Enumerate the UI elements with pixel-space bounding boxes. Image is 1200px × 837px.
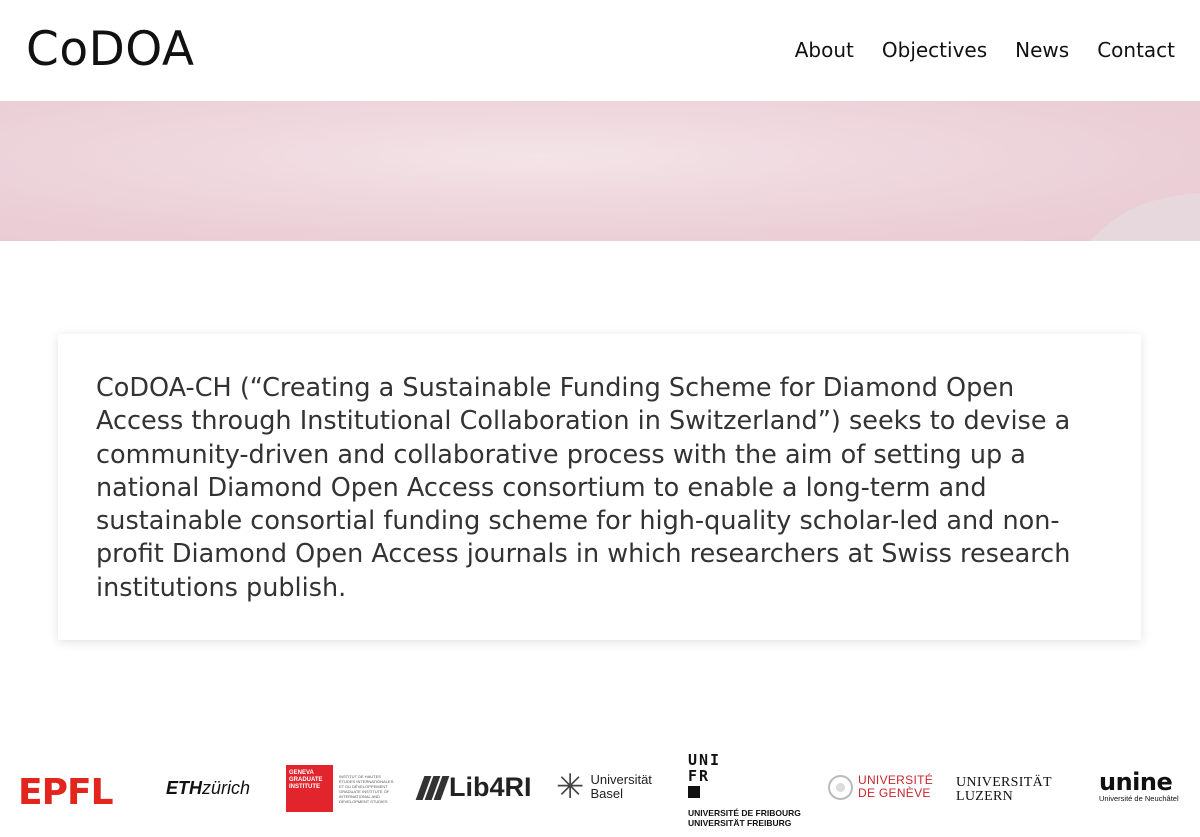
hero-banner — [0, 101, 1200, 241]
epfl-logo[interactable]: EPFL — [18, 772, 113, 813]
nav-contact[interactable]: Contact — [1097, 38, 1175, 62]
nav-about[interactable]: About — [794, 38, 854, 62]
uni-fribourg-logo[interactable] — [688, 752, 801, 828]
nav-news[interactable]: News — [1015, 38, 1070, 62]
basel-text-1: Universität — [590, 772, 652, 787]
uni-geneve-logo[interactable] — [828, 774, 933, 800]
eth-logo-text: zürich — [202, 778, 251, 798]
eth-logo-mark: ETH — [166, 778, 202, 798]
luzern-text-1: UNIVERSITÄT — [956, 775, 1052, 790]
site-logo[interactable]: CoDOA — [26, 22, 195, 77]
unifr-mark-1: UNI — [688, 751, 722, 769]
intro-card — [58, 334, 1141, 640]
uni-neuchatel-logo[interactable] — [1099, 770, 1179, 803]
lib4ri-text: Lib4RI — [449, 772, 532, 802]
eth-zurich-logo[interactable] — [166, 778, 250, 799]
geneve-seal-icon — [828, 775, 853, 800]
geneva-graduate-institute-logo[interactable] — [286, 765, 395, 812]
main-nav — [795, 38, 1175, 62]
unine-text: unine — [1099, 768, 1173, 796]
uni-basel-logo[interactable] — [556, 770, 652, 804]
unifr-square-icon — [688, 786, 700, 798]
lib4ri-logo[interactable] — [420, 772, 532, 803]
geneve-text-2: DE GENÈVE — [858, 786, 931, 800]
basel-text-2: Basel — [590, 786, 624, 801]
nav-objectives[interactable]: Objectives — [881, 38, 988, 62]
hero-wave-decoration — [1090, 191, 1200, 241]
luzern-text-2: LUZERN — [956, 789, 1014, 804]
intro-text: CoDOA-CH (“Creating a Sustainable Funding Scheme for Diamond Open Access through Institutional Collaboration in Switzerland”) seeks to devise a community-driven and collaborative process with the aim of setting up a national Diamond Open Access consortium to enable a long-term and sustainable consortial funding scheme for high-quality scholar-led and non-profit Diamond Open Access journals in which researchers at Swiss research institutions publish. — [96, 373, 1071, 603]
site-header — [0, 0, 1200, 101]
unifr-mark-2: FR — [688, 767, 711, 785]
unine-subtitle: Université de Neuchâtel — [1099, 794, 1179, 803]
unifr-name-1: UNIVERSITÉ DE FRIBOURG — [688, 808, 801, 818]
partner-logos — [0, 750, 1200, 837]
uni-luzern-logo[interactable] — [956, 776, 1052, 804]
basel-star-icon: ✳ — [556, 768, 585, 806]
lib4ri-bars-icon — [420, 776, 445, 800]
geneva-logo-subtitle: INSTITUT DE HAUTES ÉTUDES INTERNATIONALES ET DU DÉVELOPPEMENT GRADUATE INSTITUTE OF INTERNATIONAL AND DEVELOPMENT STUDIES — [339, 773, 394, 804]
geneve-text-1: UNIVERSITÉ — [858, 773, 934, 787]
geneva-logo-box: GENEVA GRADUATE INSTITUTE — [286, 765, 333, 812]
unifr-name-2: UNIVERSITÄT FREIBURG — [688, 818, 792, 828]
